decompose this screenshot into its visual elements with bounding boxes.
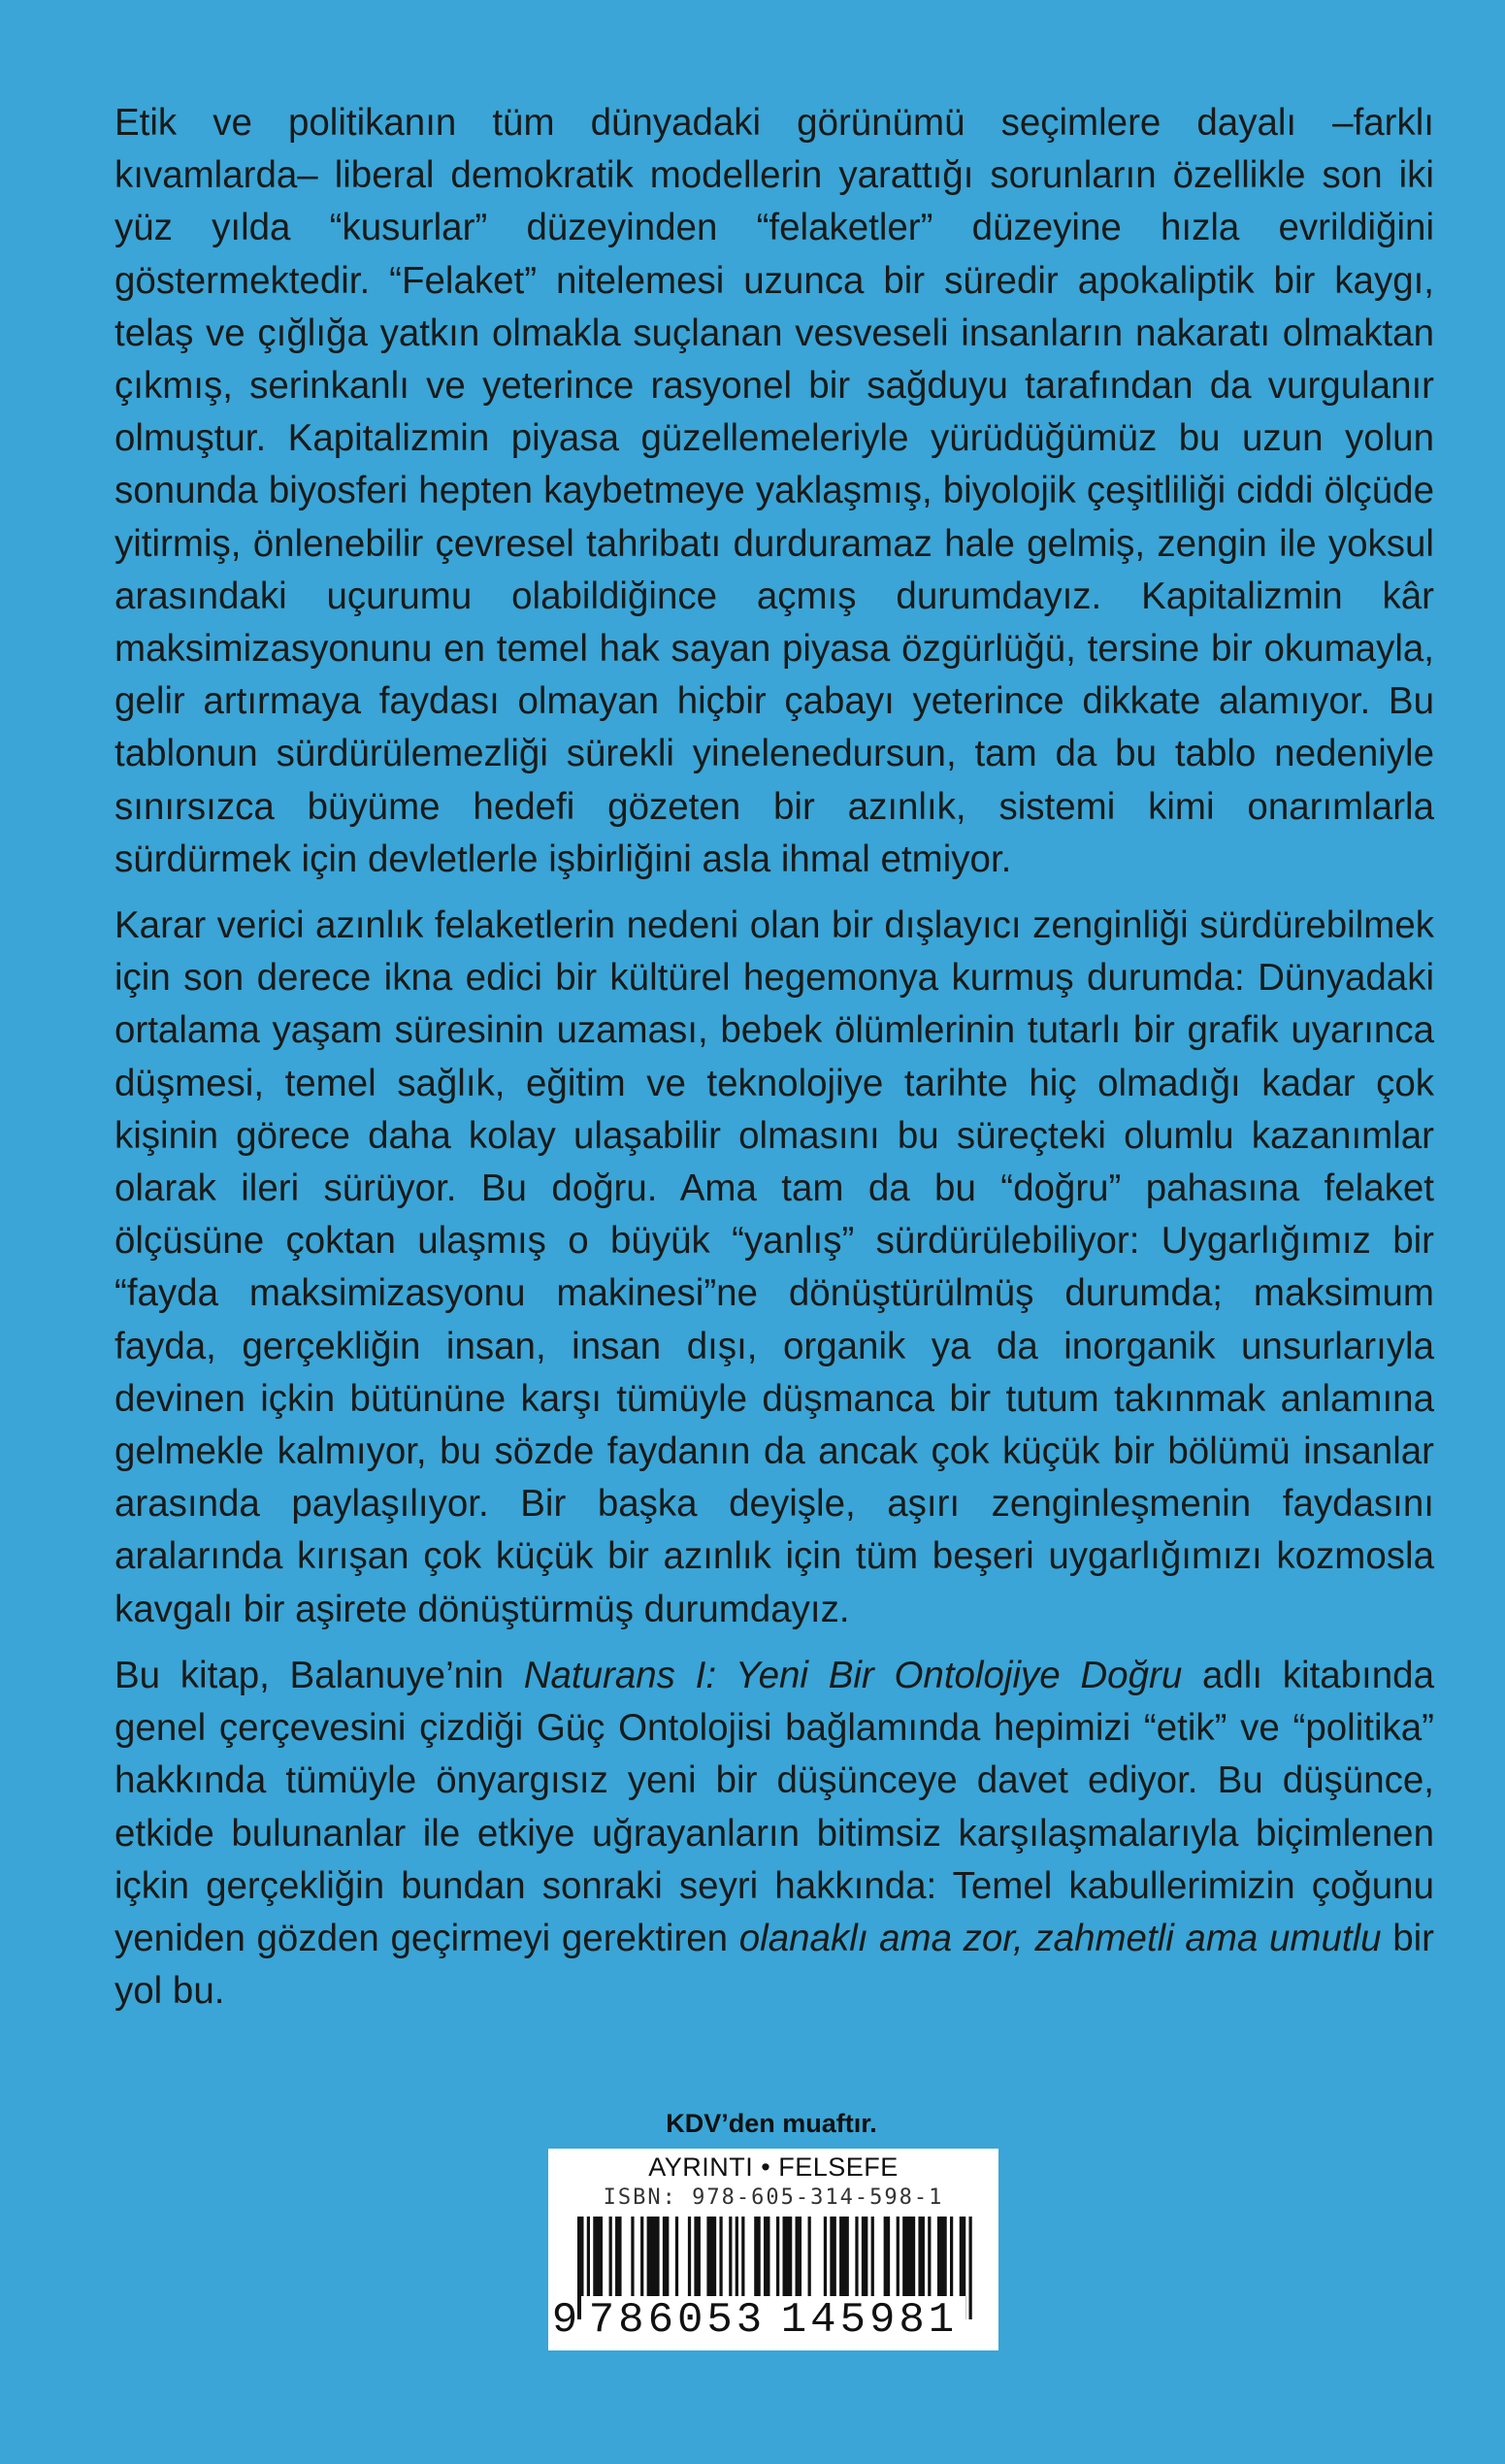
publisher-category: AYRINTI • FELSEFE [648, 2152, 899, 2182]
paragraph-1: Etik ve politikanın tüm dünyadaki görünümü seçimlere dayalı –farklı kıvamlarda– liberal demokratik modellerin yarattığı sorunların özellikle son iki yüz yılda “kusurlar” düzeyinden “felaketler” düzeyine hızla evrildiğini göstermektedir. “Felaket” nitelemesi uzunca bir süredir apokaliptik bir kaygı, telaş ve çığlığa yatkın olmakla suçlanan vesveseli insanların nakaratı olmaktan çıkmış, serinkanlı ve yeterince rasyonel bir sağduyu tarafından da vurgulanır olmuştur. Kapitalizmin piyasa güzellemeleriyle yürüdüğümüz bu uzun yolun sonunda biyosferi hepten kaybetmeye yaklaşmış, biyolojik çeşitliliği ciddi ölçüde yitirmiş, önlenebilir çevresel tahribatı durduramaz hale gelmiş, zengin ile yoksul arasındaki uçurumu olabildiğince açmış durumdayız. Kapitalizmin kâr maksimizasyonunu en temel hak sayan piyasa özgürlüğü, tersine bir okumayla, gelir artırmaya faydası olmayan hiçbir çabayı yeterince dikkate alamıyor. Bu tablonun sürdürülemezliği sürekli yinelenedursun, tam da bu tablo nedeniyle sınırsızca büyüme hedefi gözeten bir azınlık, sistemi kimi onarımlarla sürdürmek için devletlerle işbirliğini asla ihmal etmiyor. [115, 102, 1434, 880]
barcode-digits-left: 786053 [581, 2296, 773, 2345]
paragraph-3-part-1: Bu kitap, Balanuye’nin [115, 1654, 524, 1696]
paragraph-3-part-3: bir yol bu. [115, 1917, 1434, 2013]
paragraph-2: Karar verici azınlık felaketlerin nedeni olan bir dışlayıcı zenginliği sürdürebilmek için son derece ikna edici bir kültürel hegemonya kurmuş durumda: Dünyadaki ortalama yaşam süresinin uzaması, bebek ölümlerinin tutarlı bir grafik uyarınca düşmesi, temel sağlık, eğitim ve teknolojiye tarihte hiç olmadığı kadar çok kişinin görece daha kolay ulaşabilir olmasını bu süreçteki olumlu kazanımlar olarak ileri sürüyor. Bu doğru. Ama tam da bu “doğru” pahasına felaket ölçüsüne çoktan ulaşmış o büyük “yanlış” sürdürülebiliyor: Uygarlığımız bir “fayda maksimizasyonu makinesi”ne dönüştürülmüş durumda; maksimum fayda, gerçekliğin insan, insan dışı, organik ya da inorganik unsurlarıyla devinen içkin bütününe karşı tümüyle düşmanca bir tutum takınmak anlamına gelmekle kalmıyor, bu sözde faydanın da ancak çok küçük bir bölümü insanlar arasında paylaşılıyor. Bir başka deyişle, aşırı zenginleşmenin faydasını aralarında kırışan çok küçük bir azınlık için tüm beşeri uygarlığımızı kozmosla kavgalı bir aşirete dönüştürmüş durumdayız. [115, 904, 1434, 1630]
paragraph-3 [115, 1650, 1434, 2018]
barcode-digits-right: 145981 [773, 2296, 965, 2345]
barcode-label [548, 2149, 998, 2350]
barcode-digits [548, 2296, 998, 2345]
isbn-label: ISBN: 978-605-314-598-1 [603, 2185, 944, 2210]
tax-exemption-note: KDV’den muaftır. [666, 2109, 877, 2138]
referenced-book-title: Naturans I: Yeni Bir Ontolojiye Doğru [523, 1654, 1183, 1696]
paragraph-3-part-2: adlı kitabında genel çerçevesini çizdiği Güç Ontolojisi bağlamında hepimizi “etik” ve “politika” hakkında tümüyle önyargısız yeni bir düşünceye davet ediyor. Bu düşünce, etkide bulunanlar ile etkiye uğrayanların bitimsiz karşılaşmalarıyla biçimlenen içkin gerçekliğin bundan sonraki seyri hakkında: Temel kabullerimizin çoğunu yeniden gözden geçirmeyi gerektiren [115, 1654, 1434, 1959]
back-cover-text [115, 97, 1434, 2031]
barcode-digit-first: 9 [551, 2296, 578, 2345]
emphasized-phrase: olanaklı ama zor, zahmetli ama umutlu [738, 1917, 1382, 1959]
